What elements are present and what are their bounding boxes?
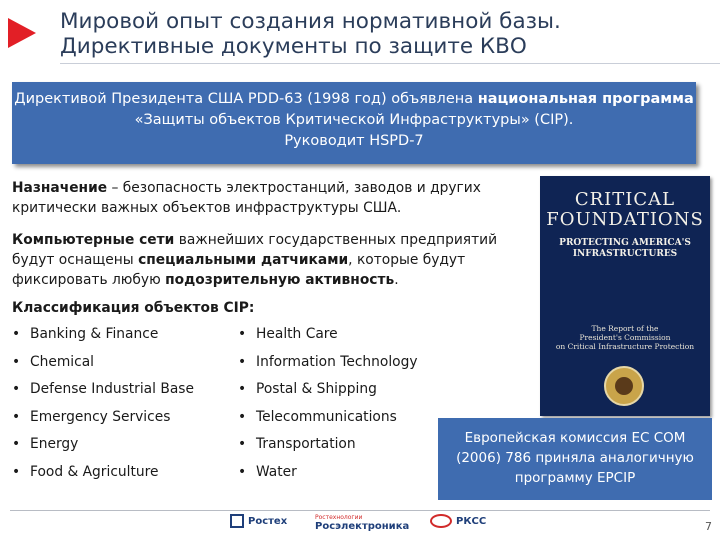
list-item-label: Banking & Finance bbox=[30, 326, 159, 342]
bullet-icon: • bbox=[12, 436, 21, 452]
bullet-icon: • bbox=[238, 326, 247, 342]
bullet-icon: • bbox=[12, 409, 21, 425]
list-item-label: Emergency Services bbox=[30, 409, 171, 425]
roselektronika-logo bbox=[315, 514, 409, 532]
networks-text-1: важнейших государственных предприятий будут оснащены bbox=[12, 232, 498, 268]
bullet-icon: • bbox=[238, 409, 247, 425]
page-title bbox=[60, 9, 710, 59]
banner-text-3: Руководит HSPD-7 bbox=[284, 133, 424, 149]
rostec-mark-icon bbox=[230, 514, 244, 528]
bullet-icon: • bbox=[12, 464, 21, 480]
bullet-icon: • bbox=[238, 381, 247, 397]
list-item-label: Energy bbox=[30, 436, 79, 452]
list-item bbox=[238, 409, 397, 425]
list-item bbox=[238, 436, 356, 452]
book-subtitle-line-2: INFRASTRUCTURES bbox=[572, 249, 678, 259]
list-item-label: Defense Industrial Base bbox=[30, 381, 194, 397]
list-item bbox=[238, 464, 297, 480]
list-item bbox=[12, 326, 158, 342]
title-divider bbox=[60, 63, 720, 64]
networks-text-3: . bbox=[394, 272, 399, 288]
book-report-line-3: on Critical Infrastructure Protection bbox=[555, 342, 695, 351]
critical-foundations-book-cover bbox=[540, 176, 710, 416]
book-subtitle-line-1: PROTECTING AMERICA'S bbox=[559, 238, 691, 248]
list-item bbox=[12, 354, 94, 370]
list-item bbox=[238, 354, 418, 370]
purpose-paragraph bbox=[12, 178, 532, 218]
list-item-label: Health Care bbox=[256, 326, 338, 342]
networks-text-2: , которые будут фиксировать любую bbox=[12, 252, 466, 288]
title-line-1: Мировой опыт создания нормативной базы. bbox=[60, 9, 561, 34]
list-item bbox=[12, 409, 170, 425]
book-title-line-1: CRITICAL bbox=[574, 189, 676, 210]
list-item bbox=[238, 381, 377, 397]
page-number: 7 bbox=[705, 520, 712, 533]
list-item-label: Telecommunications bbox=[256, 409, 397, 425]
book-report-line-1: The Report of the bbox=[591, 324, 659, 333]
list-item-label: Food & Agriculture bbox=[30, 464, 159, 480]
list-item bbox=[12, 464, 159, 480]
list-item bbox=[12, 436, 78, 452]
purpose-text: – безопасность электростанций, заводов и других критически важных объектов инфраструктуры США. bbox=[12, 180, 481, 216]
footer-divider bbox=[10, 510, 710, 511]
red-arrow-icon bbox=[8, 18, 36, 48]
list-item bbox=[12, 381, 194, 397]
bullet-icon: • bbox=[12, 354, 21, 370]
book-subtitle bbox=[540, 238, 710, 260]
networks-bold-2: специальными датчиками bbox=[138, 252, 349, 268]
bullet-icon: • bbox=[238, 436, 247, 452]
ec-line-3: программу EPCIP bbox=[514, 470, 636, 486]
roselektronika-text: Росэлектроника bbox=[315, 521, 410, 532]
ec-line-2: (2006) 786 приняла аналогичную bbox=[456, 450, 694, 466]
list-item-label: Transportation bbox=[256, 436, 356, 452]
list-item bbox=[238, 326, 338, 342]
ec-line-1: Европейская комиссия ЕС COM bbox=[464, 430, 686, 446]
banner-text-2: «Защиты объектов Критической Инфраструктуры» (CIP). bbox=[134, 112, 574, 128]
list-item-label: Water bbox=[256, 464, 297, 480]
book-title-line-2: FOUNDATIONS bbox=[546, 209, 704, 230]
rostec-logo bbox=[230, 514, 287, 528]
book-title bbox=[540, 190, 710, 230]
book-report-text bbox=[540, 324, 710, 351]
banner-text-1: Директивой Президента США PDD-63 (1998 год) объявлена bbox=[14, 91, 478, 107]
banner-bold-1: национальная программа bbox=[477, 91, 694, 107]
rostehnologii-text: Ростехнологии bbox=[315, 514, 363, 521]
classification-label: Классификация объектов CIP: bbox=[12, 300, 255, 316]
networks-paragraph bbox=[12, 230, 532, 290]
classification-heading bbox=[12, 298, 532, 318]
pdd63-banner bbox=[12, 82, 696, 164]
list-item-label: Postal & Shipping bbox=[256, 381, 377, 397]
networks-label: Компьютерные сети bbox=[12, 232, 175, 248]
us-seal-icon bbox=[604, 366, 644, 406]
bullet-icon: • bbox=[238, 354, 247, 370]
list-item-label: Information Technology bbox=[256, 354, 418, 370]
networks-bold-3: подозрительную активность bbox=[165, 272, 395, 288]
rostec-logo-text: Ростех bbox=[248, 516, 288, 527]
rkss-mark-icon bbox=[430, 514, 452, 528]
list-item-label: Chemical bbox=[30, 354, 95, 370]
ec-epcip-box bbox=[438, 418, 712, 500]
bullet-icon: • bbox=[12, 381, 21, 397]
book-report-line-2: President's Commission bbox=[579, 333, 671, 342]
bullet-icon: • bbox=[238, 464, 247, 480]
rkss-logo-text: РКСС bbox=[456, 516, 487, 527]
purpose-label: Назначение bbox=[12, 180, 108, 196]
rkss-logo bbox=[430, 514, 486, 528]
title-line-2: Директивные документы по защите КВО bbox=[60, 34, 527, 59]
bullet-icon: • bbox=[12, 326, 21, 342]
